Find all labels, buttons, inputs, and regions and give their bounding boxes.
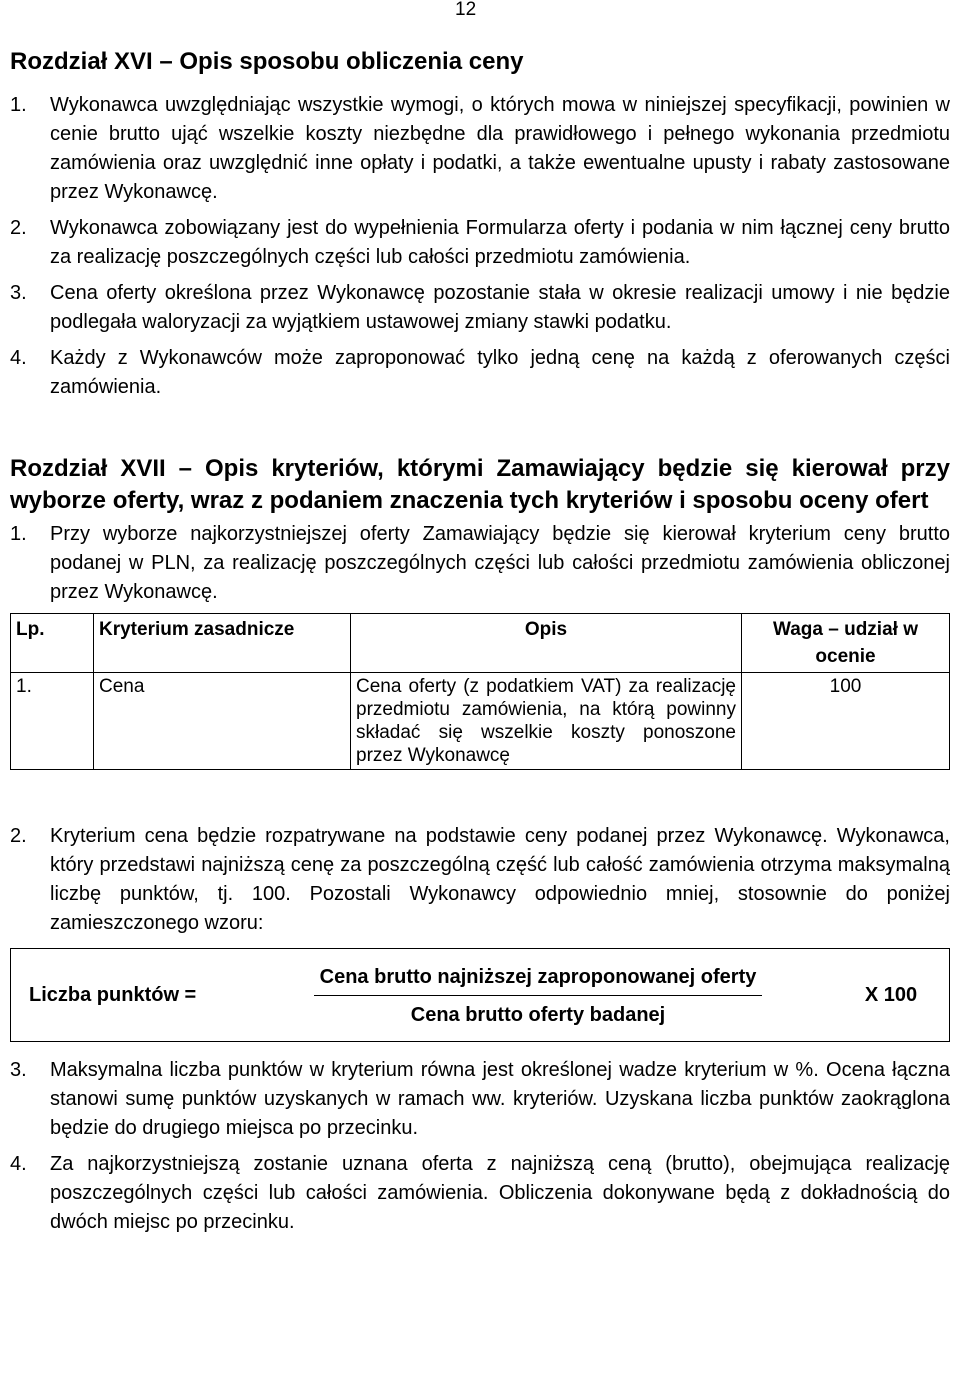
item-text: Wykonawca zobowiązany jest do wypełnienia Formularza oferty i podania w nim łącznej ceny brutto za realizację poszczególnych części lub całości przedmiotu zamówienia. xyxy=(50,217,950,268)
chapter-16-item-2 xyxy=(10,214,950,272)
header-weight: Waga – udział w ocenie xyxy=(742,614,950,673)
page-number: 12 xyxy=(455,0,477,20)
item-text: Przy wyborze najkorzystniejszej oferty Zamawiający będzie się kierował kryterium ceny brutto podanej w PLN, za realizację poszczególnych części lub całości przedmiotu zamówienia obliczonej przez Wykonawcę. xyxy=(50,523,950,603)
formula-label: Liczba punktów = xyxy=(29,983,197,1006)
chapter-17-item-3 xyxy=(10,1056,950,1143)
header-lp: Lp. xyxy=(11,614,94,673)
item-text: Kryterium cena będzie rozpatrywane na podstawie ceny podanej przez Wykonawcę. Wykonawca, który przedstawi najniższą cenę za poszczególną część lub całość zamówienia otrzyma maksymalną liczbę punktów, tj. 100. Pozostali Wykonawcy odpowiednio mniej, stosownie do poniżej zamieszczonego wzoru: xyxy=(50,825,950,934)
chapter-16-item-1 xyxy=(10,91,950,207)
spacer xyxy=(10,770,950,822)
chapter-16-item-4 xyxy=(10,344,950,402)
table-header-row xyxy=(11,614,950,673)
chapter-17-item-2 xyxy=(10,822,950,938)
chapter-17-title: Rozdział XVII – Opis kryteriów, którymi Zamawiający będzie się kierował przy wyborze oferty, wraz z podaniem znaczenia tych kryteriów i sposobu oceny ofert xyxy=(10,455,950,514)
item-text: Za najkorzystniejszą zostanie uznana oferta z najniższą ceną (brutto), obejmująca realizację poszczególnych części lub całości zamówienia. Obliczenia dokonywane będą z dokładnością do dwóch miejsc po przecinku. xyxy=(50,1153,950,1233)
item-number: 3. xyxy=(10,1059,27,1081)
header-criterion: Kryterium zasadnicze xyxy=(94,614,351,673)
item-number: 4. xyxy=(10,1153,27,1175)
formula-fraction xyxy=(243,964,833,1027)
item-text: Każdy z Wykonawców może zaproponować tylko jedną cenę na każdą z oferowanych części zamówienia. xyxy=(50,347,950,398)
item-text: Maksymalna liczba punktów w kryterium równa jest określonej wadze kryterium w %. Ocena łączna stanowi sumę punktów uzyskanych w ramach ww. kryteriów. Uzyskana liczba punktów zaokrąglona będzie do drugiego miejsca po przecinku. xyxy=(50,1059,950,1139)
item-number: 3. xyxy=(10,282,27,304)
cell-description: Cena oferty (z podatkiem VAT) za realizację przedmiotu zamówienia, na którą powinny składać się wszelkie koszty ponoszone przez Wykonawcę xyxy=(351,673,742,770)
item-number: 2. xyxy=(10,825,27,847)
chapter-17-item-4 xyxy=(10,1150,950,1237)
item-number: 1. xyxy=(10,94,27,116)
table-row xyxy=(11,673,950,770)
formula-multiplier: X 100 xyxy=(864,983,918,1006)
header-description: Opis xyxy=(351,614,742,673)
formula-denominator: Cena brutto oferty badanej xyxy=(410,1003,666,1026)
item-number: 2. xyxy=(10,217,27,239)
item-text: Wykonawca uwzględniając wszystkie wymogi, o których mowa w niniejszej specyfikacji, powinien w cenie brutto ująć wszelkie koszty niezbędne dla prawidłowego i pełnego wykonania przedmiotu zamówienia oraz uwzględnić inne opłaty i podatki, a także ewentualne upusty i rabaty zastosowane przez Wykonawcę. xyxy=(50,94,950,203)
chapter-17-item-1 xyxy=(10,520,950,607)
document-body xyxy=(10,46,950,1237)
cell-lp: 1. xyxy=(11,673,94,770)
item-text: Cena oferty określona przez Wykonawcę pozostanie stała w okresie realizacji umowy i nie będzie podlegała waloryzacji za wyjątkiem ustawowej zmiany stawki podatku. xyxy=(50,282,950,333)
formula-numerator: Cena brutto najniższej zaproponowanej oferty xyxy=(314,964,763,996)
points-formula xyxy=(10,948,950,1042)
chapter-16-title: Rozdział XVI – Opis sposobu obliczenia ceny xyxy=(10,48,524,75)
item-number: 1. xyxy=(10,523,27,545)
item-number: 4. xyxy=(10,347,27,369)
criteria-table xyxy=(10,613,950,770)
cell-weight: 100 xyxy=(742,673,950,770)
cell-criterion: Cena xyxy=(94,673,351,770)
chapter-16-item-3 xyxy=(10,279,950,337)
